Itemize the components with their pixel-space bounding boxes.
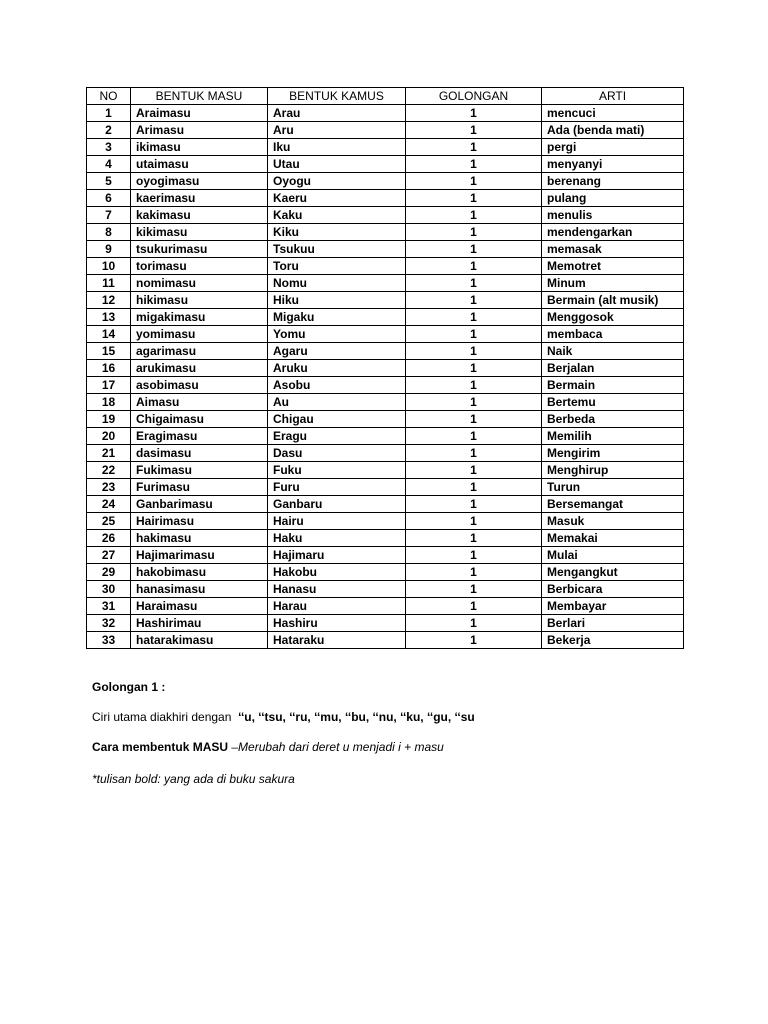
- cell-golongan: 1: [406, 309, 542, 326]
- cell-no: 2: [87, 122, 131, 139]
- cell-bentuk-kamus: Yomu: [268, 326, 406, 343]
- cell-golongan: 1: [406, 360, 542, 377]
- cell-bentuk-masu: Fukimasu: [131, 462, 268, 479]
- cell-bentuk-kamus: Au: [268, 394, 406, 411]
- table-row: [87, 547, 684, 564]
- table-row: [87, 224, 684, 241]
- cell-bentuk-kamus: Hiku: [268, 292, 406, 309]
- cell-bentuk-masu: arukimasu: [131, 360, 268, 377]
- header-bentuk-kamus: BENTUK KAMUS: [268, 88, 406, 105]
- cell-bentuk-masu: tsukurimasu: [131, 241, 268, 258]
- cell-arti: Bermain: [542, 377, 684, 394]
- cell-bentuk-kamus: Nomu: [268, 275, 406, 292]
- cell-bentuk-kamus: Utau: [268, 156, 406, 173]
- table-row: [87, 326, 684, 343]
- cell-arti: Turun: [542, 479, 684, 496]
- cell-arti: Masuk: [542, 513, 684, 530]
- cell-bentuk-masu: hikimasu: [131, 292, 268, 309]
- table-row: [87, 581, 684, 598]
- cell-golongan: 1: [406, 462, 542, 479]
- cell-no: 23: [87, 479, 131, 496]
- table-row: [87, 190, 684, 207]
- cell-golongan: 1: [406, 224, 542, 241]
- cell-golongan: 1: [406, 292, 542, 309]
- cell-arti: Memilih: [542, 428, 684, 445]
- cell-bentuk-masu: Furimasu: [131, 479, 268, 496]
- cell-no: 25: [87, 513, 131, 530]
- cell-bentuk-masu: nomimasu: [131, 275, 268, 292]
- cell-bentuk-masu: hatarakimasu: [131, 632, 268, 649]
- cell-golongan: 1: [406, 615, 542, 632]
- cell-bentuk-kamus: Furu: [268, 479, 406, 496]
- bold-note: *tulisan bold: yang ada di buku sakura: [92, 772, 295, 786]
- cell-no: 17: [87, 377, 131, 394]
- cell-arti: Naik: [542, 343, 684, 360]
- cell-no: 12: [87, 292, 131, 309]
- table-row: [87, 377, 684, 394]
- cell-golongan: 1: [406, 564, 542, 581]
- table-row: [87, 632, 684, 649]
- header-no: NO: [87, 88, 131, 105]
- cell-bentuk-masu: yomimasu: [131, 326, 268, 343]
- cell-arti: menulis: [542, 207, 684, 224]
- cell-arti: mencuci: [542, 105, 684, 122]
- cell-golongan: 1: [406, 326, 542, 343]
- table-row: [87, 428, 684, 445]
- table-row: [87, 173, 684, 190]
- cell-golongan: 1: [406, 411, 542, 428]
- cell-no: 21: [87, 445, 131, 462]
- cell-no: 18: [87, 394, 131, 411]
- cell-golongan: 1: [406, 258, 542, 275]
- cell-bentuk-masu: Arimasu: [131, 122, 268, 139]
- header-arti: ARTI: [542, 88, 684, 105]
- cell-bentuk-kamus: Ganbaru: [268, 496, 406, 513]
- cell-golongan: 1: [406, 139, 542, 156]
- cell-no: 16: [87, 360, 131, 377]
- cell-no: 30: [87, 581, 131, 598]
- table-row: [87, 105, 684, 122]
- table-row: [87, 462, 684, 479]
- cell-golongan: 1: [406, 105, 542, 122]
- cell-bentuk-kamus: Arau: [268, 105, 406, 122]
- table-row: [87, 411, 684, 428]
- cell-no: 19: [87, 411, 131, 428]
- cell-golongan: 1: [406, 122, 542, 139]
- cara-line: [92, 740, 444, 754]
- cell-arti: Berbeda: [542, 411, 684, 428]
- cell-golongan: 1: [406, 547, 542, 564]
- cell-bentuk-masu: utaimasu: [131, 156, 268, 173]
- golongan-title: Golongan 1 :: [92, 680, 166, 694]
- cell-golongan: 1: [406, 479, 542, 496]
- cell-no: 8: [87, 224, 131, 241]
- table-row: [87, 360, 684, 377]
- cell-golongan: 1: [406, 598, 542, 615]
- cell-golongan: 1: [406, 632, 542, 649]
- cell-golongan: 1: [406, 394, 542, 411]
- cell-no: 22: [87, 462, 131, 479]
- cell-arti: Bermain (alt musik): [542, 292, 684, 309]
- table-body: [87, 105, 684, 649]
- cell-arti: Berbicara: [542, 581, 684, 598]
- cell-golongan: 1: [406, 173, 542, 190]
- cell-golongan: 1: [406, 581, 542, 598]
- cell-bentuk-kamus: Haku: [268, 530, 406, 547]
- cell-arti: Membayar: [542, 598, 684, 615]
- cell-bentuk-masu: dasimasu: [131, 445, 268, 462]
- cell-golongan: 1: [406, 428, 542, 445]
- cell-bentuk-kamus: Hairu: [268, 513, 406, 530]
- header-golongan: GOLONGAN: [406, 88, 542, 105]
- cell-arti: Mengangkut: [542, 564, 684, 581]
- cell-arti: Ada (benda mati): [542, 122, 684, 139]
- cell-bentuk-masu: Chigaimasu: [131, 411, 268, 428]
- cell-golongan: 1: [406, 241, 542, 258]
- cell-bentuk-kamus: Hashiru: [268, 615, 406, 632]
- cell-bentuk-masu: ikimasu: [131, 139, 268, 156]
- cell-no: 4: [87, 156, 131, 173]
- cell-no: 15: [87, 343, 131, 360]
- table-row: [87, 445, 684, 462]
- cell-bentuk-masu: kaerimasu: [131, 190, 268, 207]
- cell-no: 1: [87, 105, 131, 122]
- cara-label: Cara membentuk MASU: [92, 740, 229, 754]
- cell-golongan: 1: [406, 496, 542, 513]
- cell-golongan: 1: [406, 156, 542, 173]
- cell-bentuk-kamus: Asobu: [268, 377, 406, 394]
- cell-no: 13: [87, 309, 131, 326]
- cell-bentuk-kamus: Dasu: [268, 445, 406, 462]
- cell-arti: berenang: [542, 173, 684, 190]
- cell-bentuk-masu: migakimasu: [131, 309, 268, 326]
- cell-bentuk-masu: agarimasu: [131, 343, 268, 360]
- cell-golongan: 1: [406, 275, 542, 292]
- cell-bentuk-kamus: Kiku: [268, 224, 406, 241]
- table-row: [87, 156, 684, 173]
- cell-no: 11: [87, 275, 131, 292]
- cell-golongan: 1: [406, 207, 542, 224]
- cell-arti: Bersemangat: [542, 496, 684, 513]
- cell-arti: Bertemu: [542, 394, 684, 411]
- cell-bentuk-kamus: Eragu: [268, 428, 406, 445]
- ciri-label: Ciri utama diakhiri dengan: [92, 710, 232, 724]
- table-header-row: [87, 88, 684, 105]
- cell-arti: Mengirim: [542, 445, 684, 462]
- cell-no: 33: [87, 632, 131, 649]
- cell-arti: mendengarkan: [542, 224, 684, 241]
- cell-no: 20: [87, 428, 131, 445]
- table-row: [87, 564, 684, 581]
- cell-bentuk-kamus: Kaku: [268, 207, 406, 224]
- cell-bentuk-masu: hakimasu: [131, 530, 268, 547]
- cell-arti: Bekerja: [542, 632, 684, 649]
- cell-no: 9: [87, 241, 131, 258]
- table-row: [87, 122, 684, 139]
- cara-text: –Merubah dari deret u menjadi i + masu: [231, 740, 444, 754]
- header-bentuk-masu: BENTUK MASU: [131, 88, 268, 105]
- ciri-line: [92, 710, 475, 724]
- cell-arti: Minum: [542, 275, 684, 292]
- cell-no: 26: [87, 530, 131, 547]
- cell-arti: Berjalan: [542, 360, 684, 377]
- cell-arti: Menghirup: [542, 462, 684, 479]
- cell-bentuk-masu: kikimasu: [131, 224, 268, 241]
- cell-bentuk-masu: oyogimasu: [131, 173, 268, 190]
- cell-bentuk-kamus: Harau: [268, 598, 406, 615]
- cell-bentuk-masu: torimasu: [131, 258, 268, 275]
- cell-arti: Mulai: [542, 547, 684, 564]
- cell-bentuk-kamus: Agaru: [268, 343, 406, 360]
- cell-bentuk-kamus: Aruku: [268, 360, 406, 377]
- cell-bentuk-kamus: Kaeru: [268, 190, 406, 207]
- cell-bentuk-kamus: Migaku: [268, 309, 406, 326]
- cell-bentuk-kamus: Hakobu: [268, 564, 406, 581]
- cell-no: 27: [87, 547, 131, 564]
- table-row: [87, 615, 684, 632]
- cell-no: 14: [87, 326, 131, 343]
- table-row: [87, 598, 684, 615]
- table-row: [87, 394, 684, 411]
- cell-no: 31: [87, 598, 131, 615]
- cell-bentuk-masu: Eragimasu: [131, 428, 268, 445]
- table-row: [87, 530, 684, 547]
- cell-no: 32: [87, 615, 131, 632]
- table-row: [87, 241, 684, 258]
- cell-golongan: 1: [406, 377, 542, 394]
- cell-no: 10: [87, 258, 131, 275]
- cell-bentuk-kamus: Toru: [268, 258, 406, 275]
- cell-arti: membaca: [542, 326, 684, 343]
- verb-table: [86, 87, 684, 649]
- table-row: [87, 139, 684, 156]
- cell-bentuk-masu: hakobimasu: [131, 564, 268, 581]
- cell-arti: Memotret: [542, 258, 684, 275]
- cell-golongan: 1: [406, 190, 542, 207]
- cell-bentuk-kamus: Iku: [268, 139, 406, 156]
- cell-bentuk-masu: Hashirimau: [131, 615, 268, 632]
- cell-bentuk-masu: asobimasu: [131, 377, 268, 394]
- cell-bentuk-kamus: Fuku: [268, 462, 406, 479]
- cell-golongan: 1: [406, 530, 542, 547]
- cell-bentuk-masu: Haraimasu: [131, 598, 268, 615]
- table-row: [87, 258, 684, 275]
- cell-arti: Menggosok: [542, 309, 684, 326]
- cell-bentuk-kamus: Oyogu: [268, 173, 406, 190]
- cell-bentuk-masu: hanasimasu: [131, 581, 268, 598]
- ciri-endings: ‘‘u, ‘‘tsu, ‘‘ru, ‘‘mu, ‘‘bu, ‘‘nu, ‘‘ku, ‘‘gu, ‘‘su: [238, 710, 475, 724]
- cell-golongan: 1: [406, 343, 542, 360]
- cell-bentuk-masu: Araimasu: [131, 105, 268, 122]
- cell-arti: memasak: [542, 241, 684, 258]
- table-row: [87, 207, 684, 224]
- cell-bentuk-kamus: Hataraku: [268, 632, 406, 649]
- table-row: [87, 309, 684, 326]
- table-row: [87, 343, 684, 360]
- cell-arti: Memakai: [542, 530, 684, 547]
- table-row: [87, 496, 684, 513]
- table-row: [87, 479, 684, 496]
- cell-bentuk-masu: kakimasu: [131, 207, 268, 224]
- table-row: [87, 292, 684, 309]
- cell-bentuk-masu: Aimasu: [131, 394, 268, 411]
- cell-arti: pergi: [542, 139, 684, 156]
- cell-bentuk-kamus: Chigau: [268, 411, 406, 428]
- cell-arti: pulang: [542, 190, 684, 207]
- cell-bentuk-kamus: Hajimaru: [268, 547, 406, 564]
- cell-no: 29: [87, 564, 131, 581]
- cell-no: 7: [87, 207, 131, 224]
- cell-golongan: 1: [406, 513, 542, 530]
- cell-no: 6: [87, 190, 131, 207]
- cell-bentuk-masu: Hajimarimasu: [131, 547, 268, 564]
- cell-arti: menyanyi: [542, 156, 684, 173]
- cell-arti: Berlari: [542, 615, 684, 632]
- cell-no: 5: [87, 173, 131, 190]
- cell-no: 3: [87, 139, 131, 156]
- cell-bentuk-kamus: Tsukuu: [268, 241, 406, 258]
- cell-bentuk-masu: Ganbarimasu: [131, 496, 268, 513]
- cell-bentuk-masu: Hairimasu: [131, 513, 268, 530]
- cell-bentuk-kamus: Aru: [268, 122, 406, 139]
- table-row: [87, 275, 684, 292]
- cell-bentuk-kamus: Hanasu: [268, 581, 406, 598]
- cell-golongan: 1: [406, 445, 542, 462]
- cell-no: 24: [87, 496, 131, 513]
- table-row: [87, 513, 684, 530]
